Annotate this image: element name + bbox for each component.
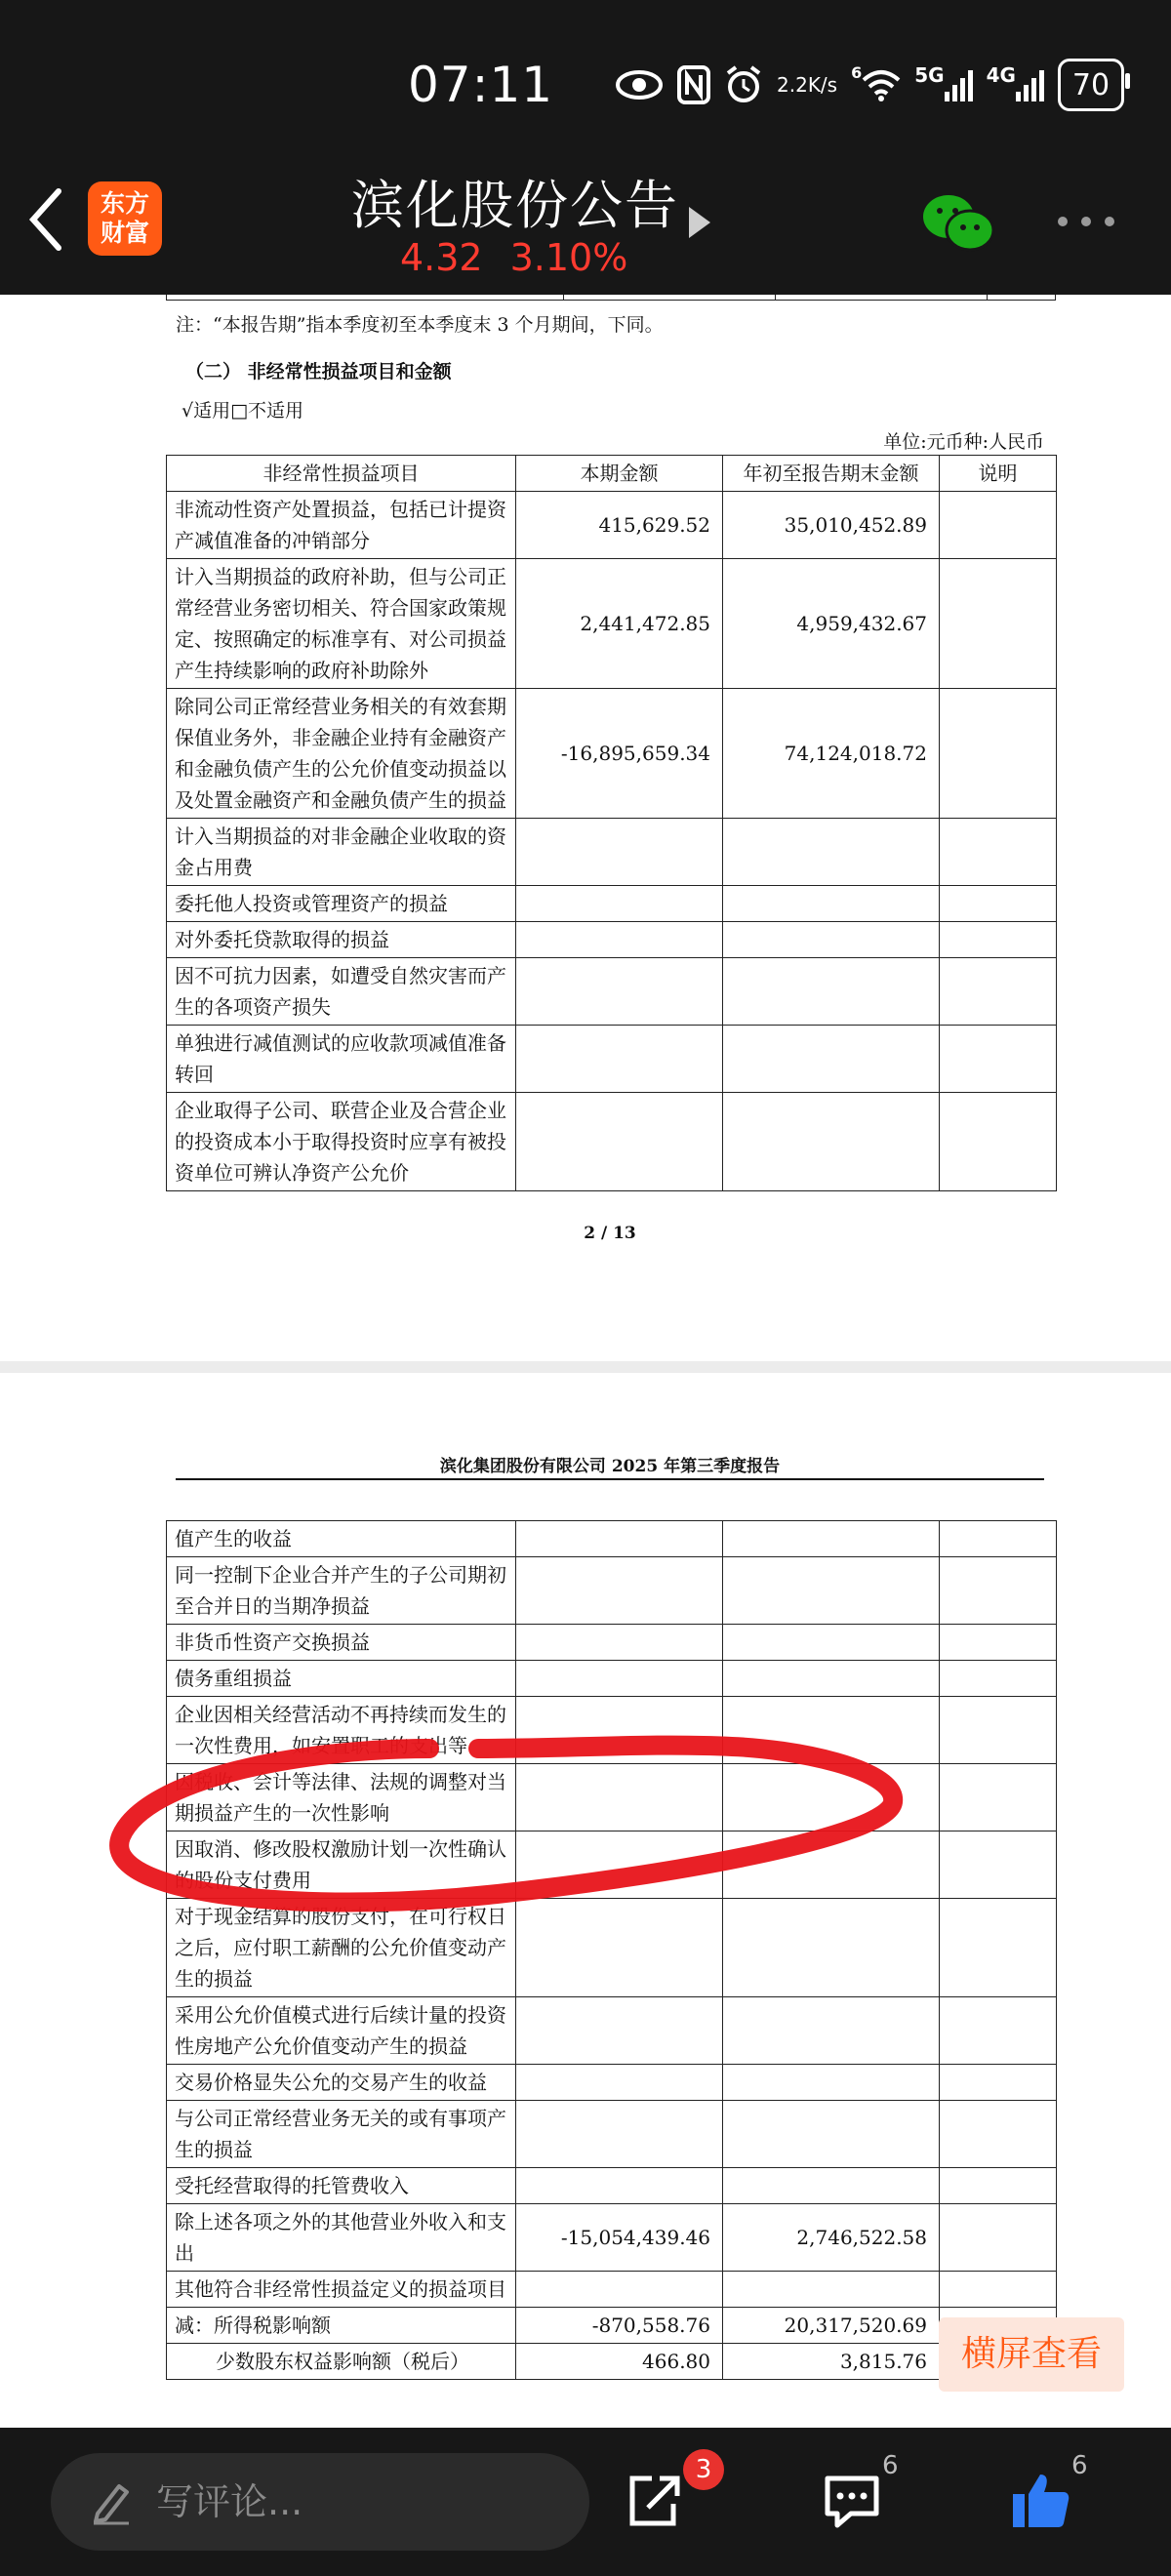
table-cell: 3,815.76 — [723, 2344, 940, 2380]
table-cell — [940, 1093, 1057, 1191]
table-cell — [723, 1661, 940, 1697]
table-cell — [723, 1625, 940, 1661]
net-speed: 2.2 K/s — [777, 73, 838, 97]
table-cell: 债务重组损益 — [167, 1661, 516, 1697]
table-cell: 计入当期损益的政府补助，但与公司正常经营业务密切相关、符合国家政策规定、按照确定的标准享有、对公司损益产生持续影响的政府补助除外 — [167, 559, 516, 689]
table-cell — [940, 2168, 1057, 2204]
table-row — [167, 2168, 1057, 2204]
share-badge: 3 — [683, 2449, 724, 2490]
page-title: 滨化股份公告 — [351, 175, 679, 236]
table-cell: 20,317,520.69 — [723, 2308, 940, 2344]
table-cell — [516, 1661, 723, 1697]
document-viewer[interactable] — [0, 295, 1171, 2428]
comment-placeholder: 写评论... — [156, 2480, 303, 2523]
section-title: （二） 非经常性损益项目和金额 — [185, 361, 452, 382]
table-cell: 因税收、会计等法律、法规的调整对当期损益产生的一次性影响 — [167, 1764, 516, 1831]
col-header: 本期金额 — [516, 456, 723, 492]
table-cell — [776, 295, 988, 301]
table-cell — [516, 1997, 723, 2065]
page-number: 2 / 13 — [584, 1224, 636, 1243]
like-count: 6 — [1071, 2451, 1088, 2480]
table-cell: 非货币性资产交换损益 — [167, 1625, 516, 1661]
table-row — [167, 2101, 1057, 2168]
table-cell — [988, 295, 1056, 301]
table-cell: 采用公允价值模式进行后续计量的投资性房地产公允价值变动产生的损益 — [167, 1997, 516, 2065]
table-cell: 因不可抗力因素，如遭受自然灾害而产生的各项资产损失 — [167, 958, 516, 1026]
table-cell — [516, 1625, 723, 1661]
table-cell: 74,124,018.72 — [723, 689, 940, 819]
eye-icon — [615, 63, 664, 106]
table-cell — [940, 2101, 1057, 2168]
table-cell: -15,054,439.46 — [516, 2204, 723, 2272]
table-cell — [940, 1661, 1057, 1697]
col-header: 说明 — [940, 456, 1057, 492]
table-row — [167, 922, 1057, 958]
table-cell: 35,010,452.89 — [723, 492, 940, 559]
table-cell — [723, 1521, 940, 1557]
table-cell: 2,746,522.58 — [723, 2204, 940, 2272]
table-cell — [940, 922, 1057, 958]
share-icon[interactable] — [625, 2471, 685, 2531]
wechat-share-icon[interactable] — [921, 191, 995, 254]
report-note: 注：“本报告期”指本季度初至本季度末 3 个月期间，下同。 — [176, 314, 664, 336]
table-cell — [723, 958, 940, 1026]
table-cell — [940, 1697, 1057, 1764]
signal-5g-icon: 5G — [914, 63, 972, 106]
table-row — [167, 1026, 1057, 1093]
table-row — [167, 1093, 1057, 1191]
table-cell — [940, 559, 1057, 689]
table-row — [167, 2344, 1057, 2380]
table-cell — [940, 1026, 1057, 1093]
table-cell: 对外委托贷款取得的损益 — [167, 922, 516, 958]
table-cell — [940, 819, 1057, 886]
table-cell — [723, 2168, 940, 2204]
table-cell — [516, 2101, 723, 2168]
nonrecurring-table-p1 — [166, 455, 1057, 1191]
table-cell: 非流动性资产处置损益，包括已计提资产减值准备的冲销部分 — [167, 492, 516, 559]
table-cell — [723, 1997, 940, 2065]
table-cell — [516, 1521, 723, 1557]
table-cell — [723, 2272, 940, 2308]
stock-quote[interactable] — [400, 236, 627, 279]
table-cell — [516, 886, 723, 922]
table-cell: 除上述各项之外的其他营业外收入和支出 — [167, 2204, 516, 2272]
table-cell — [723, 1557, 940, 1625]
table-cell — [723, 1026, 940, 1093]
table-cell — [516, 2065, 723, 2101]
table-cell — [940, 1557, 1057, 1625]
table-row — [167, 2065, 1057, 2101]
table-row — [167, 492, 1057, 559]
table-cell — [940, 1625, 1057, 1661]
table-cell — [516, 2168, 723, 2204]
table-cell: -16,895,659.34 — [516, 689, 723, 819]
comment-icon[interactable] — [822, 2471, 882, 2531]
table-cell: 计入当期损益的对非金融企业收取的资金占用费 — [167, 819, 516, 886]
table-row — [167, 886, 1057, 922]
app-logo: 东方 财富 — [88, 181, 162, 256]
status-time: 07:11 — [408, 57, 554, 113]
comment-input[interactable] — [51, 2453, 589, 2551]
table-cell — [167, 295, 564, 301]
status-icons — [615, 59, 1124, 111]
prev-table-tail — [166, 295, 1056, 301]
table-row — [167, 958, 1057, 1026]
header-rule — [176, 1478, 1044, 1480]
applicable-note: √适用□不适用 — [182, 400, 304, 422]
table-cell — [723, 922, 940, 958]
table-row — [167, 1521, 1057, 1557]
table-cell — [516, 922, 723, 958]
table-cell: -870,558.76 — [516, 2308, 723, 2344]
signal-4g-icon: 4G — [987, 63, 1044, 106]
page-separator — [0, 1361, 1171, 1373]
table-cell — [940, 1764, 1057, 1831]
alarm-icon — [724, 63, 763, 106]
table-cell — [940, 1831, 1057, 1899]
nonrecurring-table-p2 — [166, 1520, 1057, 2380]
table-row — [167, 2308, 1057, 2344]
play-arrow-icon[interactable] — [689, 207, 710, 238]
table-cell: 因取消、修改股权激励计划一次性确认的股份支付费用 — [167, 1831, 516, 1899]
landscape-view-button[interactable]: 横屏查看 — [939, 2317, 1124, 2392]
table-cell: 交易价格显失公允的交易产生的收益 — [167, 2065, 516, 2101]
table-row — [167, 559, 1057, 689]
table-cell: 与公司正常经营业务无关的或有事项产生的损益 — [167, 2101, 516, 2168]
table-cell — [516, 819, 723, 886]
table-cell — [940, 886, 1057, 922]
page-header: 滨化集团股份有限公司 2025 年第三季度报告 — [439, 1457, 781, 1476]
table-cell: 单独进行减值测试的应收款项减值准备转回 — [167, 1026, 516, 1093]
more-menu-icon[interactable] — [1058, 217, 1114, 226]
col-header: 非经常性损益项目 — [167, 456, 516, 492]
table-row — [167, 1557, 1057, 1625]
nfc-icon — [677, 63, 710, 106]
table-cell: 对于现金结算的股份支付，在可行权日之后，应付职工薪酬的公允价值变动产生的损益 — [167, 1899, 516, 1997]
table-cell: 4,959,432.67 — [723, 559, 940, 689]
table-cell — [723, 886, 940, 922]
table-cell — [723, 1093, 940, 1191]
stock-price: 4.32 — [400, 236, 483, 279]
table-cell: 2,441,472.85 — [516, 559, 723, 689]
back-button[interactable] — [25, 185, 64, 254]
unit-note: 单位:元币种:人民币 — [883, 431, 1044, 453]
stock-change: 3.10% — [509, 236, 628, 279]
red-highlight-circle — [107, 1710, 908, 1924]
table-cell: 值产生的收益 — [167, 1521, 516, 1557]
table-cell — [516, 1557, 723, 1625]
col-header: 年初至报告期末金额 — [723, 456, 940, 492]
table-cell: 企业因相关经营活动不再持续而发生的一次性费用，如安置职工的支出等 — [167, 1697, 516, 1764]
table-cell — [723, 2065, 940, 2101]
table-cell — [940, 1521, 1057, 1557]
comment-count: 6 — [882, 2451, 899, 2480]
table-cell: 415,629.52 — [516, 492, 723, 559]
top-bar — [0, 0, 1171, 295]
table-cell — [940, 1899, 1057, 1997]
table-header-row — [167, 456, 1057, 492]
table-cell — [940, 1997, 1057, 2065]
pencil-icon — [90, 2478, 133, 2525]
table-cell — [723, 2101, 940, 2168]
table-cell: 少数股东权益影响额（税后） — [167, 2344, 516, 2380]
table-cell — [723, 819, 940, 886]
table-cell: 同一控制下企业合并产生的子公司期初至合并日的当期净损益 — [167, 1557, 516, 1625]
table-row — [167, 1625, 1057, 1661]
table-cell — [516, 1026, 723, 1093]
table-cell: 受托经营取得的托管费收入 — [167, 2168, 516, 2204]
table-cell: 减：所得税影响额 — [167, 2308, 516, 2344]
table-cell — [564, 295, 776, 301]
table-row — [167, 1997, 1057, 2065]
wifi-icon: 6 — [851, 63, 901, 106]
battery-icon: 70 — [1058, 59, 1124, 111]
bottom-bar — [0, 2428, 1171, 2576]
table-cell — [940, 2272, 1057, 2308]
table-cell — [516, 1093, 723, 1191]
table-cell: 除同公司正常经营业务相关的有效套期保值业务外，非金融企业持有金融资产和金融负债产生的公允价值变动损益以及处置金融资产和金融负债产生的损益 — [167, 689, 516, 819]
table-cell — [940, 689, 1057, 819]
table-cell — [940, 958, 1057, 1026]
table-cell — [940, 2065, 1057, 2101]
table-cell — [940, 492, 1057, 559]
table-row — [167, 689, 1057, 819]
like-icon[interactable] — [1011, 2471, 1071, 2531]
table-cell — [516, 958, 723, 1026]
table-cell — [940, 2204, 1057, 2272]
table-row — [167, 1661, 1057, 1697]
table-row — [167, 2204, 1057, 2272]
table-cell: 委托他人投资或管理资产的损益 — [167, 886, 516, 922]
table-cell: 其他符合非经常性损益定义的损益项目 — [167, 2272, 516, 2308]
table-row — [167, 819, 1057, 886]
table-cell — [516, 2272, 723, 2308]
table-row — [167, 2272, 1057, 2308]
table-cell: 企业取得子公司、联营企业及合营企业的投资成本小于取得投资时应享有被投资单位可辨认净资产公允价 — [167, 1093, 516, 1191]
table-cell: 466.80 — [516, 2344, 723, 2380]
